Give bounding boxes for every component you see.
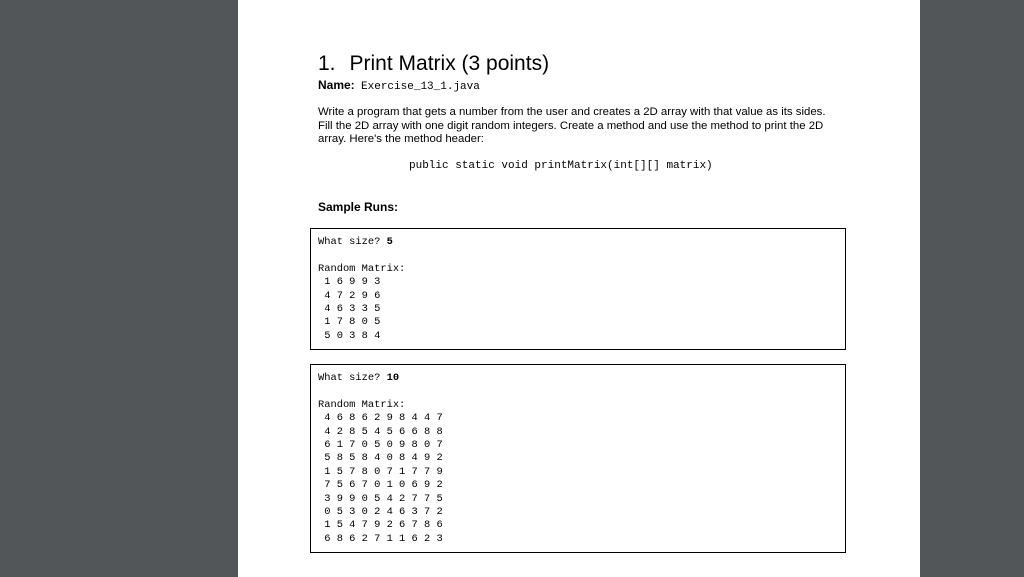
matrix-row: 7 5 6 7 0 1 0 6 9 2 [318, 479, 443, 492]
matrix-row: 4 2 8 5 4 5 6 6 8 8 [318, 425, 443, 438]
matrix-row: 6 8 6 2 7 1 1 6 2 3 [318, 532, 443, 545]
size-prompt: What size? [318, 372, 387, 384]
size-answer: 5 [386, 236, 393, 248]
file-name: Exercise_13_1.java [361, 81, 480, 93]
sample-runs-label: Sample Runs: [318, 200, 399, 214]
document-page [238, 0, 920, 577]
name-label: Name: [318, 78, 355, 92]
matrix-label: Random Matrix: [318, 398, 406, 411]
matrix-row: 1 7 8 0 5 [318, 316, 381, 329]
section-number: 1. [318, 52, 336, 75]
method-header-code: public static void printMatrix(int[][] matrix) [409, 160, 713, 172]
sample-run-2 [310, 364, 846, 553]
sample-run-1 [310, 228, 846, 350]
size-prompt: What size? [318, 236, 387, 248]
matrix-row: 4 6 8 6 2 9 8 4 4 7 [318, 412, 443, 425]
matrix-label: Random Matrix: [318, 262, 406, 275]
matrix-row: 5 0 3 8 4 [318, 329, 381, 342]
size-answer: 10 [386, 372, 400, 384]
matrix-row: 4 6 3 3 5 [318, 302, 381, 315]
problem-description: Write a program that gets a number from the user and creates a 2D array with that value as its sides. Fill the 2D array with one digit random integers. Create a method and use the method to print the 2D array. Here's the method header: [318, 106, 826, 145]
matrix-row: 1 5 4 7 9 2 6 7 8 6 [318, 519, 443, 532]
matrix-row: 4 7 2 9 6 [318, 289, 381, 302]
matrix-row: 3 9 9 0 5 4 2 7 7 5 [318, 492, 443, 505]
file-name-line [318, 78, 480, 93]
size-prompt-line [318, 236, 838, 249]
size-prompt-line [318, 372, 838, 385]
matrix-row: 6 1 7 0 5 0 9 8 0 7 [318, 438, 443, 451]
matrix-row: 5 8 5 8 4 0 8 4 9 2 [318, 452, 443, 465]
blank-line [318, 249, 838, 262]
section-title: Print Matrix (3 points) [349, 52, 550, 75]
matrix-row: 0 5 3 0 2 4 6 3 7 2 [318, 505, 443, 518]
blank-line [318, 385, 838, 398]
matrix-row: 1 5 7 8 0 7 1 7 7 9 [318, 465, 443, 478]
matrix-row: 1 6 9 9 3 [318, 276, 381, 289]
section-heading [318, 52, 549, 76]
